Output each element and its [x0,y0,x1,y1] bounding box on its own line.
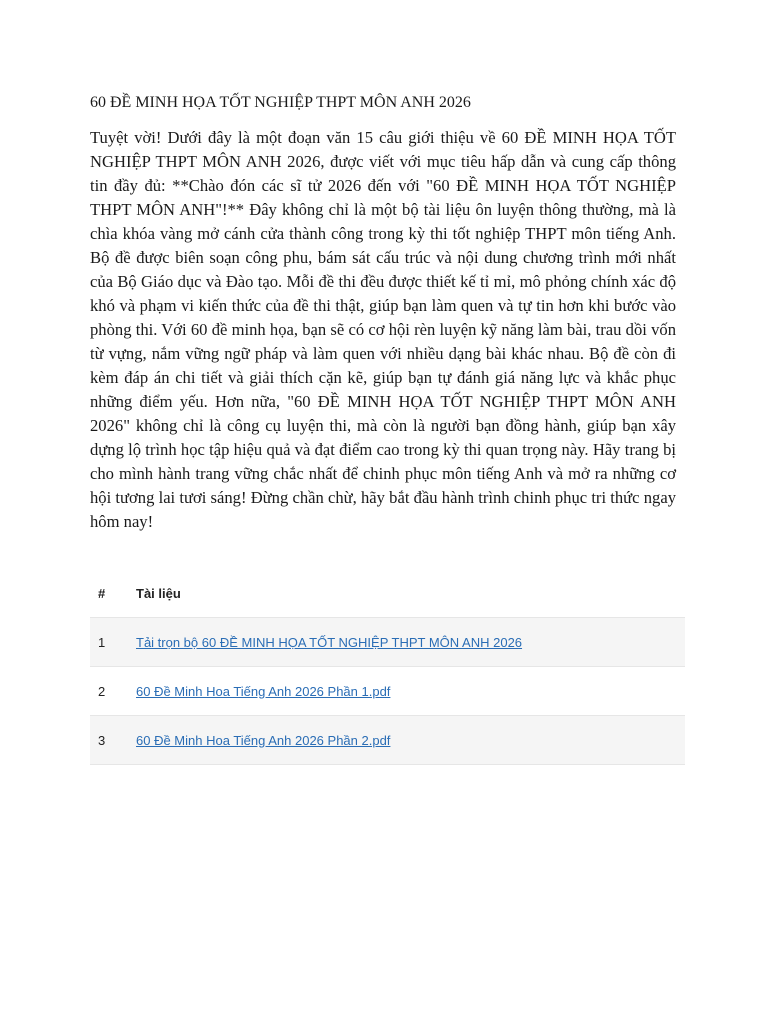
document-link-full-set[interactable]: Tải trọn bộ 60 ĐỀ MINH HỌA TỐT NGHIỆP THPT MÔN ANH 2026 [136,634,523,650]
column-header-number: # [90,569,136,618]
documents-table [90,569,685,765]
row-document-cell [136,618,685,667]
table-row [90,618,685,667]
table-row [90,667,685,716]
row-document-cell [136,667,685,716]
table-header-row [90,569,685,618]
column-header-document: Tài liệu [136,569,685,618]
document-link-part-2[interactable]: 60 Đề Minh Hoa Tiếng Anh 2026 Phần 2.pdf [136,732,391,748]
document-title: 60 ĐỀ MINH HỌA TỐT NGHIỆP THPT MÔN ANH 2026 [90,94,471,111]
table-row [90,716,685,765]
document-content [90,92,676,534]
document-link-part-1[interactable]: 60 Đề Minh Hoa Tiếng Anh 2026 Phần 1.pdf [136,683,391,699]
row-number: 1 [90,618,136,667]
row-number: 2 [90,667,136,716]
row-number: 3 [90,716,136,765]
document-body: Tuyệt vời! Dưới đây là một đoạn văn 15 câu giới thiệu về 60 ĐỀ MINH HỌA TỐT NGHIỆP THPT MÔN ANH 2026, được viết với mục tiêu hấp dẫn và cung cấp thông tin đầy đủ: **Chào đón các sĩ tử 2026 đến với "60 ĐỀ MINH HỌA TỐT NGHIỆP THPT MÔN ANH"!** Đây không chỉ là một bộ tài liệu ôn luyện thông thường, mà là chìa khóa vàng mở cánh cửa thành công trong kỳ thi tốt nghiệp THPT môn tiếng Anh. Bộ đề được biên soạn công phu, bám sát cấu trúc và nội dung chương trình mới nhất của Bộ Giáo dục và Đào tạo. Mỗi đề thi đều được thiết kế tỉ mỉ, mô phỏng chính xác độ khó và phạm vi kiến thức của đề thi thật, giúp bạn làm quen và tự tin hơn khi bước vào phòng thi. Với 60 đề minh họa, bạn sẽ có cơ hội rèn luyện kỹ năng làm bài, trau dồi vốn từ vựng, nắm vững ngữ pháp và làm quen với nhiều dạng bài khác nhau. Bộ đề còn đi kèm đáp án chi tiết và giải thích cặn kẽ, giúp bạn tự đánh giá năng lực và khắc phục những điểm yếu. Hơn nữa, "60 ĐỀ MINH HỌA TỐT NGHIỆP THPT MÔN ANH 2026" không chỉ là công cụ luyện thi, mà còn là người bạn đồng hành, giúp bạn xây dựng lộ trình học tập hiệu quả và đạt điểm cao trong kỳ thi quan trọng này. Hãy trang bị cho mình hành trang vững chắc nhất để chinh phục môn tiếng Anh và mở ra những cơ hội tương lai tươi sáng! Đừng chần chừ, hãy bắt đầu hành trình chinh phục tri thức ngay hôm nay! [90,128,676,531]
row-document-cell [136,716,685,765]
